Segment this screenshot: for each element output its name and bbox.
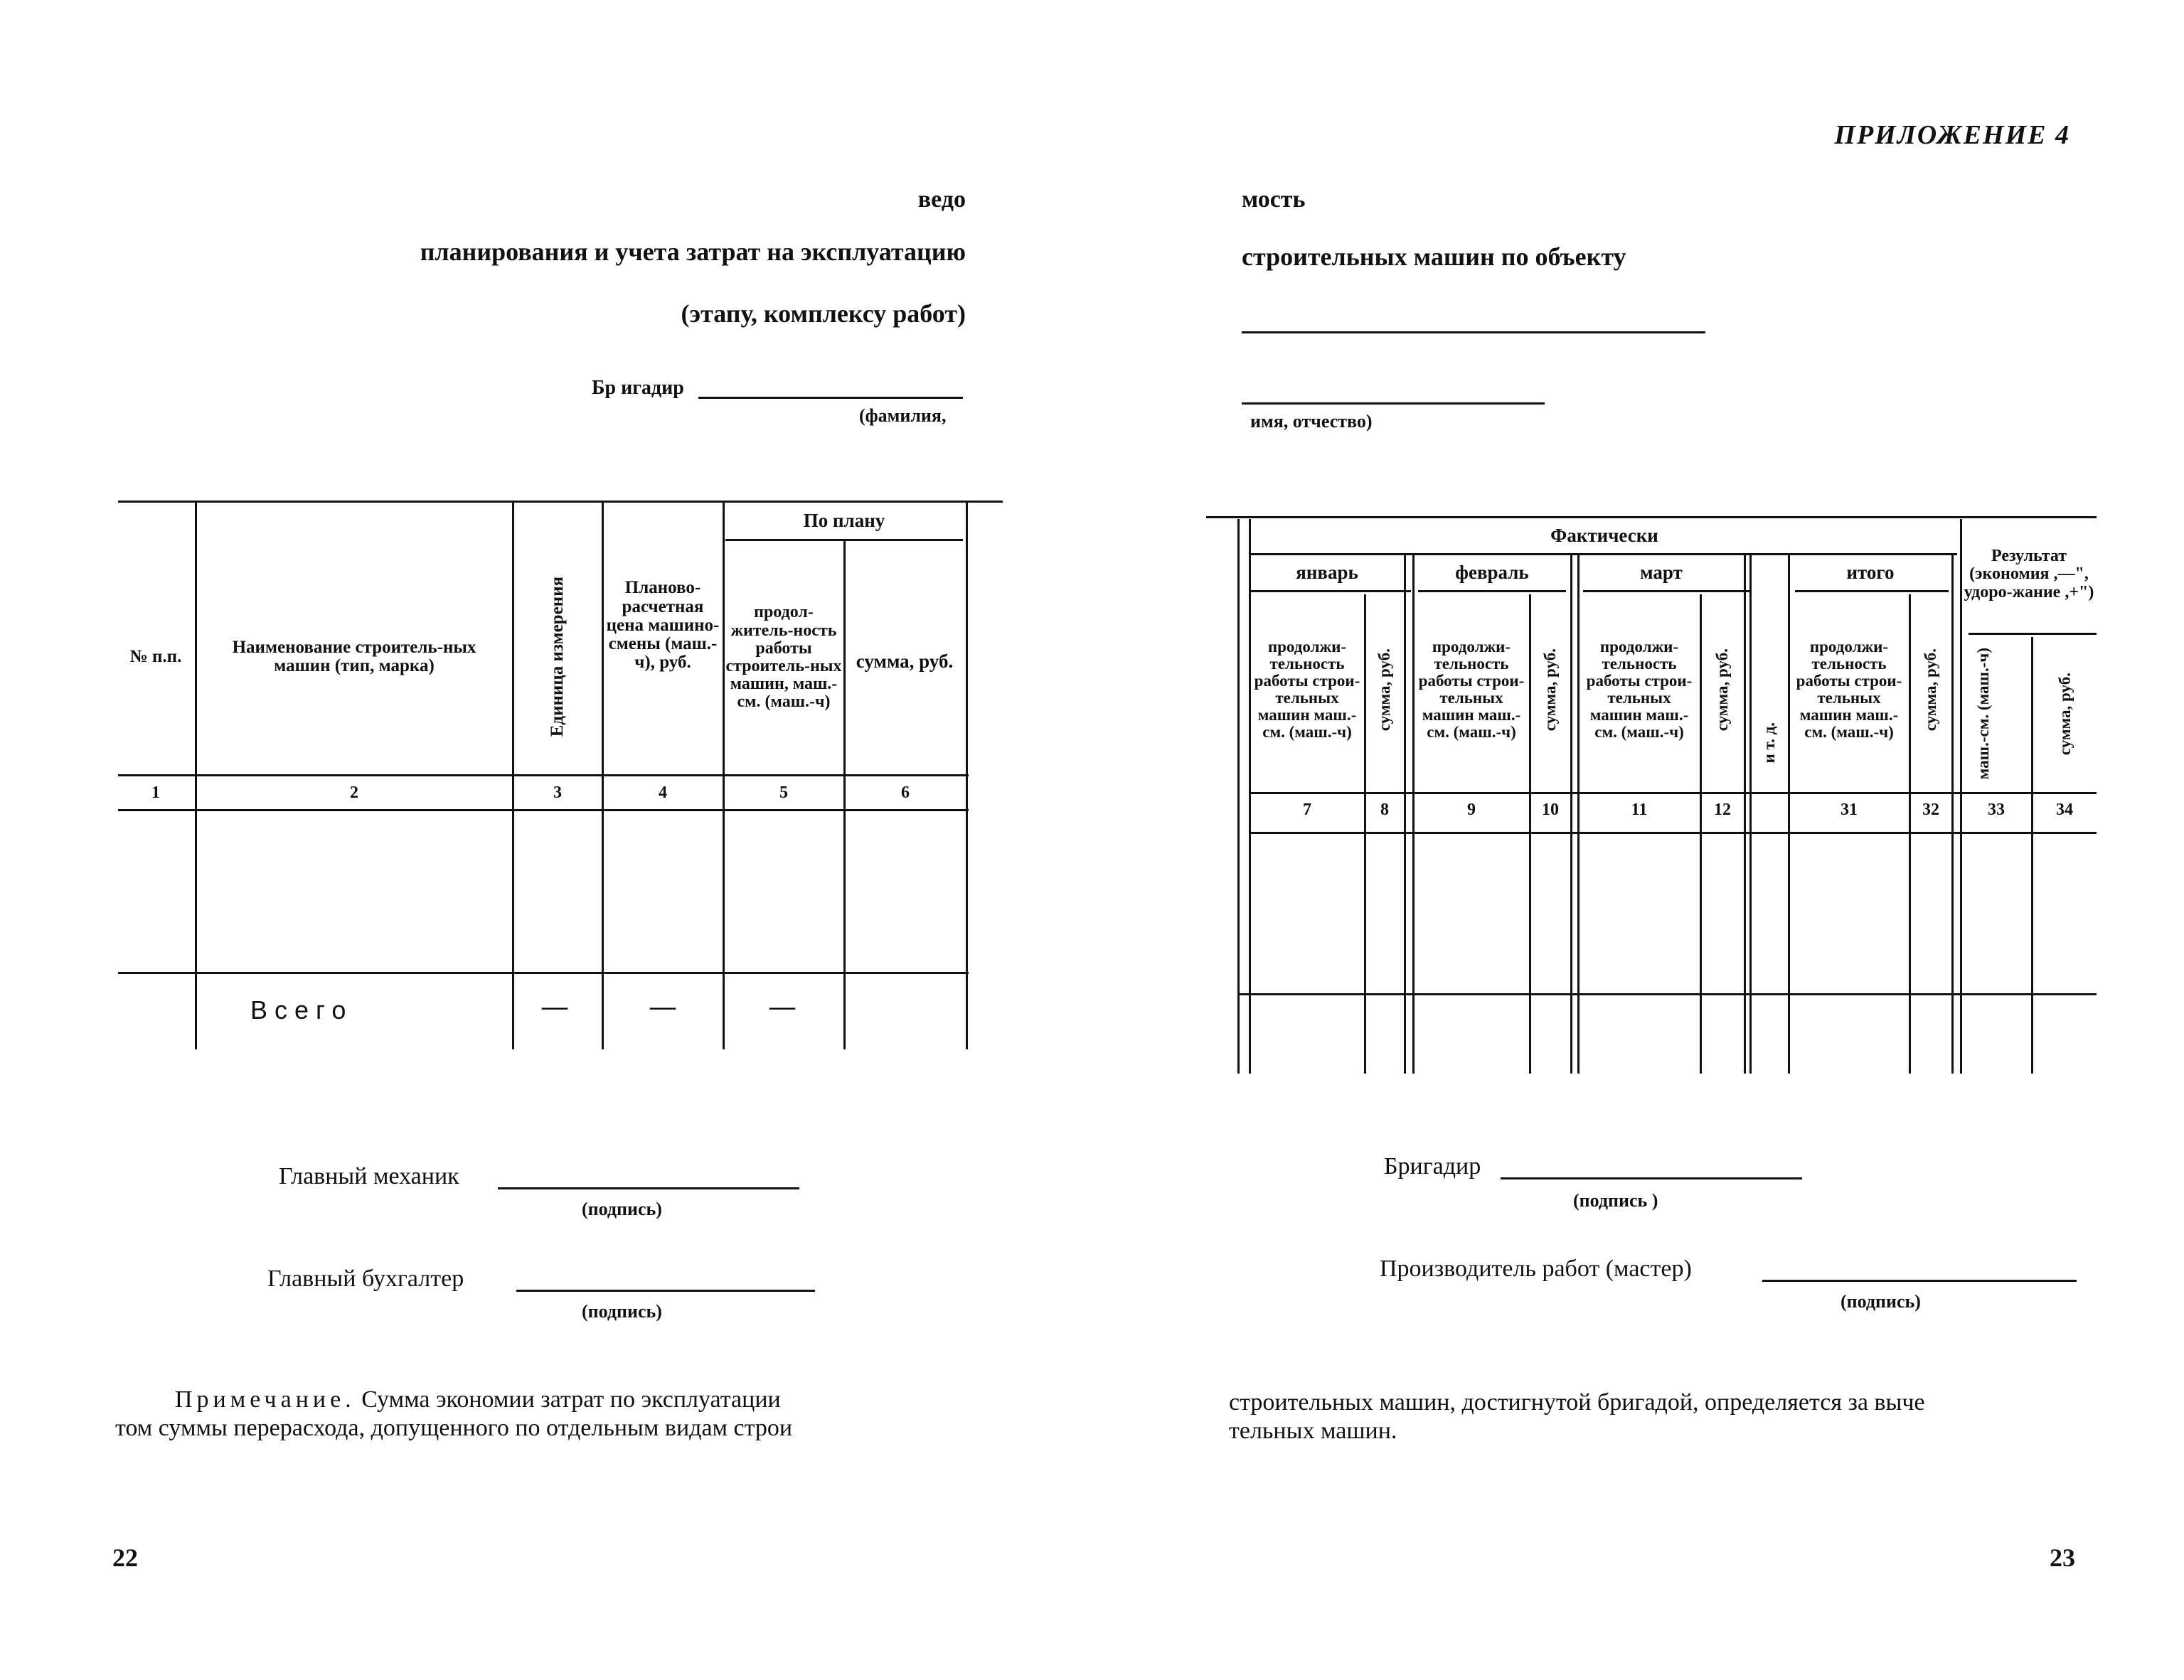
- col-num-5: 5: [779, 783, 788, 802]
- col-num-12: 12: [1714, 801, 1731, 819]
- result-sum: [2034, 640, 2097, 788]
- note-right-line2: тельных машин.: [1229, 1418, 1397, 1444]
- page-number-left: 22: [112, 1543, 138, 1572]
- col-num-6: 6: [901, 783, 910, 802]
- col-num-2: 2: [350, 783, 358, 802]
- brigadier-header-label: Бр игадир: [592, 377, 684, 399]
- feb-sum: [1532, 604, 1569, 775]
- object-line: [1242, 331, 1705, 333]
- col-header-plan-sum: сумма, руб.: [856, 650, 954, 672]
- total-dash-unit: —: [542, 992, 568, 1020]
- col-header-price: Планово-расчетная цена машино-смены (маш.-ч), руб.: [606, 578, 720, 673]
- mar-sum-text: сумма, руб.: [1712, 648, 1731, 732]
- result-sum-text: сумма, руб.: [2055, 672, 2074, 756]
- title-right-1: мость: [1242, 186, 1306, 213]
- chief-accountant-label: Главный бухгалтер: [267, 1266, 464, 1292]
- chief-mechanic-line: [498, 1187, 799, 1189]
- col-header-plan-group: По плану: [803, 509, 885, 531]
- feb-duration: продолжи-тельность работы строи-тельных машин маш.-см. (маш.-ч): [1418, 637, 1525, 742]
- col-num-10: 10: [1542, 801, 1559, 819]
- jan-sum: [1367, 604, 1402, 775]
- total-sum-text: сумма, руб.: [1921, 648, 1939, 732]
- col-num-11: 11: [1631, 801, 1648, 819]
- col-header-num: № п.п.: [129, 646, 182, 666]
- title-left-1: ведо: [917, 186, 966, 213]
- mar-sum: [1703, 604, 1742, 775]
- col-num-7: 7: [1303, 801, 1311, 819]
- title-right-2: строительных машин по объекту: [1242, 242, 1626, 271]
- brigadier-caption-right: имя, отчество): [1250, 411, 1373, 432]
- header-actual: Фактически: [1550, 524, 1658, 546]
- total-duration: продолжи-тельность работы строи-тельных машин маш.-см. (маш.-ч): [1796, 637, 1902, 742]
- total-label: Всего: [250, 995, 353, 1024]
- brigadier-label: Бригадир: [1384, 1153, 1481, 1179]
- chief-mechanic-label: Главный механик: [279, 1163, 459, 1189]
- jan-duration: продолжи-тельность работы строи-тельных машин маш.-см. (маш.-ч): [1254, 637, 1360, 742]
- note-left-text1: Сумма экономии затрат по эксплуатации: [361, 1386, 781, 1413]
- brigadier-caption-left: (фамилия,: [859, 405, 947, 426]
- note-left-line1: [175, 1386, 781, 1413]
- col-num-9: 9: [1467, 801, 1476, 819]
- header-result: Результат (экономия ,—", удоро-жание ,+"): [1964, 547, 2094, 601]
- col-num-4: 4: [659, 783, 667, 802]
- col-num-3: 3: [553, 783, 562, 802]
- result-machine-text: маш.-см. (маш.-ч): [1974, 648, 1992, 780]
- header-january: январь: [1296, 561, 1358, 583]
- note-label: Примечание.: [175, 1386, 356, 1413]
- col-num-1: 1: [151, 783, 160, 802]
- note-left-line2: том суммы перерасхода, допущенного по отдельным видам строи: [115, 1415, 793, 1441]
- chief-accountant-caption: (подпись): [582, 1301, 662, 1322]
- brigadier-caption: (подпись ): [1573, 1190, 1658, 1211]
- etc-text: и т. д.: [1759, 722, 1778, 764]
- note-right-line1: строительных машин, достигнутой бригадой, определяется за выче: [1229, 1389, 1925, 1416]
- col-header-name: Наименование строитель-ных машин (тип, марка): [232, 637, 476, 675]
- total-dash-duration: —: [769, 992, 795, 1020]
- brigadier-line: [1501, 1177, 1802, 1179]
- col-num-8: 8: [1380, 801, 1389, 819]
- header-february: февраль: [1455, 561, 1529, 583]
- brigadier-header-line-right: [1242, 402, 1545, 405]
- result-machine: [1963, 640, 2030, 788]
- feb-sum-text: сумма, руб.: [1540, 648, 1559, 732]
- title-left-2: планирования и учета затрат на эксплуатацию: [420, 237, 966, 266]
- total-sum: [1912, 604, 1950, 775]
- col-num-33: 33: [1988, 801, 2005, 819]
- total-dash-price: —: [650, 992, 676, 1020]
- title-left-3: (этапу, комплексу работ): [681, 299, 966, 328]
- chief-accountant-line: [516, 1290, 815, 1292]
- header-march: март: [1640, 561, 1683, 583]
- foreman-caption: (подпись): [1841, 1291, 1921, 1312]
- appendix-label: ПРИЛОЖЕНИЕ 4: [1834, 120, 2070, 150]
- foreman-line: [1762, 1280, 2077, 1282]
- chief-mechanic-caption: (подпись): [582, 1199, 662, 1219]
- col-header-unit: [515, 540, 600, 774]
- etc-column: [1752, 697, 1786, 789]
- foreman-label: Производитель работ (мастер): [1380, 1256, 1692, 1282]
- col-num-31: 31: [1841, 801, 1858, 819]
- col-header-plan-duration: продол-житель-ность работы строитель-ных машин, маш.-см. (маш.-ч): [725, 603, 842, 712]
- col-header-unit-text: Единица измерения: [547, 577, 567, 737]
- header-total: итого: [1846, 561, 1895, 583]
- mar-duration: продолжи-тельность работы строи-тельных машин маш.-см. (маш.-ч): [1586, 637, 1693, 742]
- jan-sum-text: сумма, руб.: [1375, 648, 1393, 732]
- col-num-34: 34: [2056, 801, 2073, 819]
- brigadier-header-line-left: [698, 397, 963, 399]
- col-num-32: 32: [1922, 801, 1939, 819]
- page-number-right: 23: [2050, 1543, 2075, 1572]
